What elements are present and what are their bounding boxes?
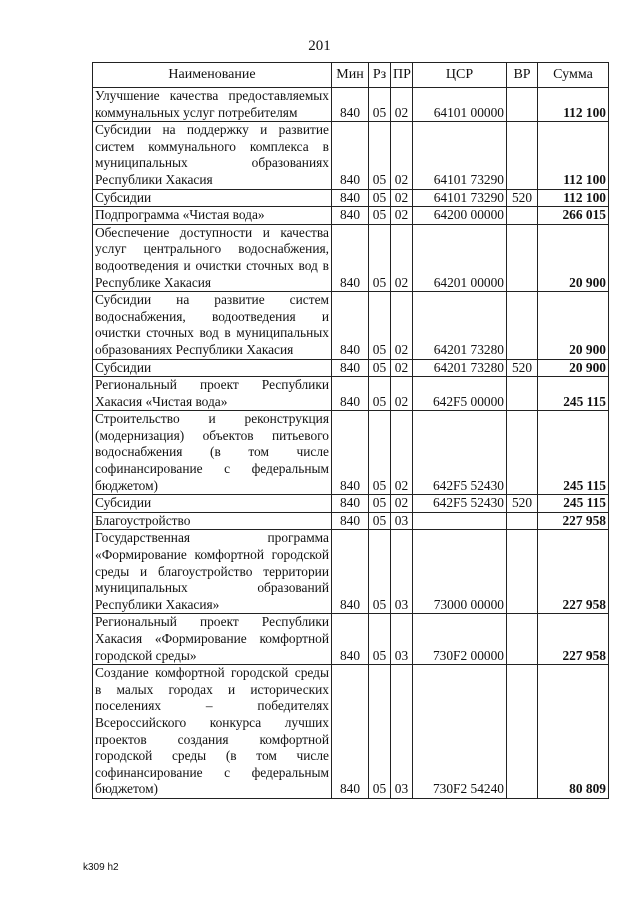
- cell-vr: 520: [507, 189, 538, 207]
- header-min: Мин: [332, 63, 369, 88]
- cell-name: Региональный проект Республики Хакасия «Чистая вода»: [93, 377, 332, 411]
- cell-sum: 266 015: [538, 207, 609, 225]
- cell-min: 840: [332, 530, 369, 614]
- cell-sum: 245 115: [538, 495, 609, 513]
- table-row: [93, 530, 609, 614]
- cell-rz: 05: [369, 512, 391, 530]
- cell-csr: 64101 73290: [413, 189, 507, 207]
- cell-pr: 02: [391, 495, 413, 513]
- table-row: [93, 512, 609, 530]
- table-row: [93, 359, 609, 377]
- cell-pr: 03: [391, 665, 413, 799]
- cell-rz: 05: [369, 495, 391, 513]
- cell-rz: 05: [369, 359, 391, 377]
- cell-name: Благоустройство: [93, 512, 332, 530]
- cell-sum: 112 100: [538, 189, 609, 207]
- cell-sum: 20 900: [538, 359, 609, 377]
- cell-sum: 20 900: [538, 224, 609, 291]
- cell-pr: 03: [391, 530, 413, 614]
- cell-csr: 64200 00000: [413, 207, 507, 225]
- budget-table: [92, 62, 609, 799]
- cell-sum: 20 900: [538, 292, 609, 359]
- header-pr: ПР: [391, 63, 413, 88]
- cell-vr: [507, 614, 538, 665]
- cell-pr: 02: [391, 224, 413, 291]
- cell-name: Субсидии на развитие систем водоснабжения, водоотведения и очистки сточных вод в муниципальных образованиях Республики Хакасия: [93, 292, 332, 359]
- cell-vr: [507, 292, 538, 359]
- cell-name: Субсидии: [93, 495, 332, 513]
- cell-vr: [507, 377, 538, 411]
- cell-name: Улучшение качества предоставляемых коммунальных услуг потребителям: [93, 88, 332, 122]
- cell-pr: 02: [391, 377, 413, 411]
- cell-name: Создание комфортной городской среды в малых городах и исторических поселениях – победителях Всероссийского конкурса лучших проектов создания комфортной городской среды (в том числе софинансирование с федеральным бюджетом): [93, 665, 332, 799]
- header-csr: ЦСР: [413, 63, 507, 88]
- cell-vr: [507, 207, 538, 225]
- cell-pr: 02: [391, 88, 413, 122]
- cell-pr: 02: [391, 359, 413, 377]
- cell-min: 840: [332, 495, 369, 513]
- cell-name: Субсидии: [93, 359, 332, 377]
- cell-pr: 02: [391, 122, 413, 189]
- header-rz: Рз: [369, 63, 391, 88]
- cell-min: 840: [332, 189, 369, 207]
- table-row: [93, 224, 609, 291]
- cell-sum: 112 100: [538, 122, 609, 189]
- cell-min: 840: [332, 292, 369, 359]
- cell-rz: 05: [369, 122, 391, 189]
- cell-rz: 05: [369, 614, 391, 665]
- cell-rz: 05: [369, 88, 391, 122]
- cell-name: Подпрограмма «Чистая вода»: [93, 207, 332, 225]
- cell-min: 840: [332, 88, 369, 122]
- cell-vr: [507, 530, 538, 614]
- cell-sum: 227 958: [538, 512, 609, 530]
- table-row: [93, 292, 609, 359]
- cell-csr: 64201 00000: [413, 224, 507, 291]
- cell-csr: 64101 00000: [413, 88, 507, 122]
- cell-rz: 05: [369, 411, 391, 495]
- table-row: [93, 411, 609, 495]
- cell-pr: 02: [391, 411, 413, 495]
- table-row: [93, 122, 609, 189]
- cell-rz: 05: [369, 530, 391, 614]
- cell-min: 840: [332, 122, 369, 189]
- table-row: [93, 189, 609, 207]
- cell-min: 840: [332, 359, 369, 377]
- cell-vr: [507, 224, 538, 291]
- cell-pr: 02: [391, 189, 413, 207]
- cell-min: 840: [332, 665, 369, 799]
- table-row: [93, 614, 609, 665]
- cell-min: 840: [332, 411, 369, 495]
- cell-rz: 05: [369, 377, 391, 411]
- cell-rz: 05: [369, 224, 391, 291]
- cell-name: Обеспечение доступности и качества услуг центрального водоснабжения, водоотведения и очистки сточных вод в Республике Хакасия: [93, 224, 332, 291]
- cell-rz: 05: [369, 292, 391, 359]
- footer-code: k309 h2: [83, 862, 119, 873]
- cell-name: Субсидии на поддержку и развитие систем коммунального комплекса в муниципальных образованиях Республики Хакасия: [93, 122, 332, 189]
- table-row: [93, 495, 609, 513]
- cell-pr: 02: [391, 207, 413, 225]
- cell-sum: 245 115: [538, 377, 609, 411]
- table-row: [93, 88, 609, 122]
- cell-csr: 64101 73290: [413, 122, 507, 189]
- cell-vr: [507, 88, 538, 122]
- cell-pr: 02: [391, 292, 413, 359]
- table-header-row: [93, 63, 609, 88]
- cell-min: 840: [332, 512, 369, 530]
- cell-min: 840: [332, 207, 369, 225]
- cell-name: Субсидии: [93, 189, 332, 207]
- cell-min: 840: [332, 377, 369, 411]
- page-number: 201: [308, 38, 331, 54]
- cell-csr: [413, 512, 507, 530]
- cell-sum: 227 958: [538, 614, 609, 665]
- cell-pr: 03: [391, 614, 413, 665]
- cell-csr: 730F2 54240: [413, 665, 507, 799]
- cell-vr: [507, 122, 538, 189]
- cell-rz: 05: [369, 189, 391, 207]
- cell-sum: 227 958: [538, 530, 609, 614]
- cell-csr: 730F2 00000: [413, 614, 507, 665]
- cell-csr: 64201 73280: [413, 359, 507, 377]
- cell-name: Строительство и реконструкция (модернизация) объектов питьевого водоснабжения (в том числе софинансирование с федеральным бюджетом): [93, 411, 332, 495]
- cell-csr: 64201 73280: [413, 292, 507, 359]
- table-row: [93, 665, 609, 799]
- cell-csr: 642F5 00000: [413, 377, 507, 411]
- cell-csr: 73000 00000: [413, 530, 507, 614]
- table-row: [93, 207, 609, 225]
- cell-vr: 520: [507, 495, 538, 513]
- header-name: Наименование: [93, 63, 332, 88]
- header-sum: Сумма: [538, 63, 609, 88]
- cell-vr: 520: [507, 359, 538, 377]
- cell-vr: [507, 665, 538, 799]
- cell-min: 840: [332, 614, 369, 665]
- cell-sum: 112 100: [538, 88, 609, 122]
- cell-name: Государственная программа «Формирование комфортной городской среды и благоустройство территории муниципальных образований Республики Хакасия»: [93, 530, 332, 614]
- cell-vr: [507, 411, 538, 495]
- cell-pr: 03: [391, 512, 413, 530]
- cell-min: 840: [332, 224, 369, 291]
- header-vr: ВР: [507, 63, 538, 88]
- cell-csr: 642F5 52430: [413, 411, 507, 495]
- cell-vr: [507, 512, 538, 530]
- cell-sum: 80 809: [538, 665, 609, 799]
- cell-sum: 245 115: [538, 411, 609, 495]
- table-row: [93, 377, 609, 411]
- cell-csr: 642F5 52430: [413, 495, 507, 513]
- cell-rz: 05: [369, 665, 391, 799]
- cell-rz: 05: [369, 207, 391, 225]
- cell-name: Региональный проект Республики Хакасия «Формирование комфортной городской среды»: [93, 614, 332, 665]
